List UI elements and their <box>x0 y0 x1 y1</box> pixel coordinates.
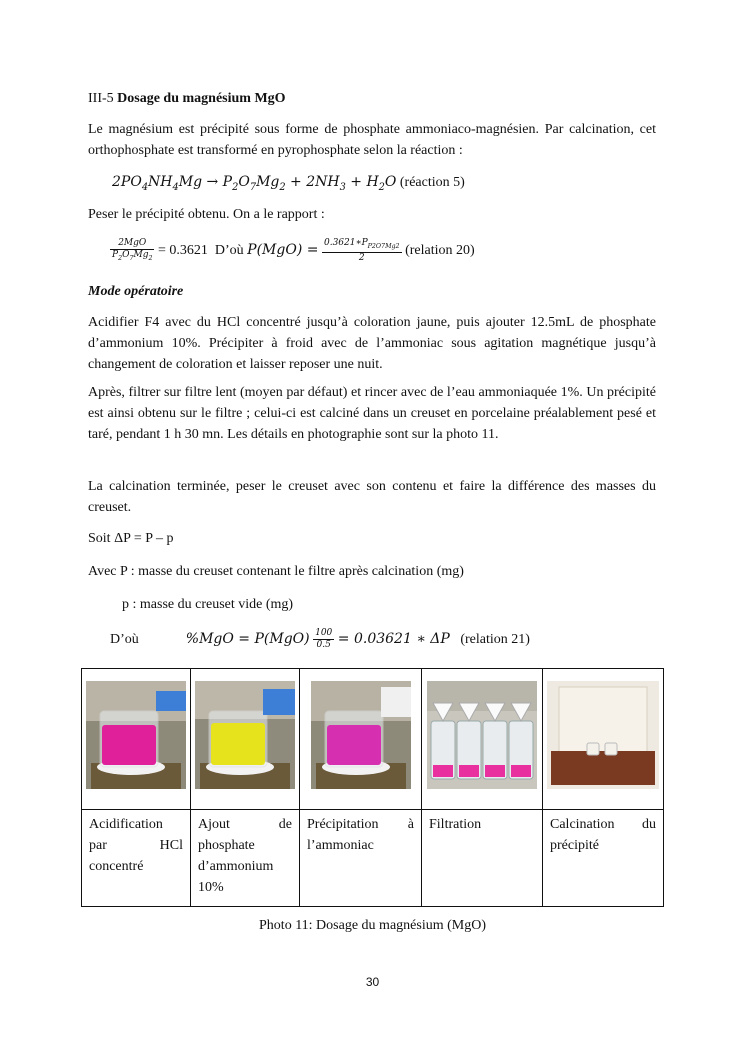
photo-cell-precipitation <box>300 669 422 810</box>
furnace-floor <box>551 751 655 785</box>
percent-mgo-formula: %MgO = P(MgO) <box>185 631 310 647</box>
furnace-photo <box>547 681 659 789</box>
definition-P: Avec P : masse du creuset contenant le filtre après calcination (mg) <box>88 564 464 579</box>
ratio-value: = 0.3621 <box>157 243 208 258</box>
beaker-photo-3 <box>311 681 411 789</box>
funnels-photo <box>427 681 537 789</box>
definition-p: p : masse du creuset vide (mg) <box>122 597 294 612</box>
beaker-photo-2 <box>195 681 295 789</box>
photo-cell-acidification <box>82 669 191 810</box>
relation-21-tag: (relation 21) <box>460 632 530 647</box>
percent-fraction: $\frac{100}{0.5}$ <box>315 628 333 651</box>
relation-21 <box>110 624 678 655</box>
p-mgo-expression: P(MgO) = <box>247 242 319 258</box>
ratio-fraction: $\frac{\text{2MgO}}{P_2O_7Mg_2}$ <box>112 237 153 262</box>
beaker-liquid-2 <box>211 723 265 765</box>
section-heading <box>88 88 656 109</box>
p-mgo-fraction: $\frac{0.3621∗P_{P2O7Mg2}}{2}$ <box>323 237 400 263</box>
photo-cell-phosphate <box>191 669 300 810</box>
filtrate-liquid-1 <box>433 765 453 777</box>
page-number: 30 <box>365 975 380 989</box>
photo-cell-calcination <box>543 669 664 810</box>
filtrate-liquid-3 <box>485 765 505 777</box>
section-number: III-5 <box>88 91 114 106</box>
relation-20 <box>110 236 678 265</box>
dou-text-2: D’où <box>110 632 139 647</box>
reaction-tag: (réaction 5) <box>399 175 465 190</box>
caption-precipitation: Précipitation à l’ammoniac <box>307 817 414 853</box>
beaker-liquid-1 <box>102 725 156 765</box>
delta-line: Soit ΔP = P – p <box>88 531 174 546</box>
photo-table <box>81 668 664 907</box>
section-title: Dosage du magnésium MgO <box>117 91 286 106</box>
caption-filtration: Filtration <box>429 817 482 832</box>
intro-paragraph: Le magnésium est précipité sous forme de phosphate ammoniaco-magnésien. Par calcination, cet orthophosphate est transformé en pyrophosphate selon la réaction : <box>88 122 656 158</box>
paragraph-3: La calcination terminée, peser le creuset avec son contenu et faire la différence des masses du creuset. <box>88 479 656 515</box>
beaker-liquid-3 <box>327 725 381 765</box>
filtrate-liquid-2 <box>459 765 479 777</box>
reaction-equation <box>112 172 680 198</box>
percent-result: = 0.03621 ∗ ΔP <box>337 631 450 647</box>
dou-text-1: D’où <box>214 243 244 258</box>
paragraph-2: Après, filtrer sur filtre lent (moyen par défaut) et rincer avec de l’eau ammoniaquée 1%. Un précipité est ainsi obtenu sur le filtre ; celui-ci est calciné dans un creuset en porcelaine préalablement pesé et taré, pendant 1 h 30 mn. Les détails en photographie sont sur la photo 11. <box>88 385 656 442</box>
figure-caption: Photo 11: Dosage du magnésium (MgO) <box>259 918 486 933</box>
mode-title: Mode opératoire <box>88 284 184 299</box>
caption-acidification: Acidification par HCl concentré <box>89 817 183 874</box>
reaction-formula: $2PO_4NH_4Mg \to P_2O_7Mg_2 + 2NH_3 + H_2O$ <box>112 174 397 193</box>
paragraph-1: Acidifier F4 avec du HCl concentré jusqu’à coloration jaune, puis ajouter 12.5mL de phosphate d’ammonium 10%. Précipiter à froid avec de l’ammoniac sous agitation magnétique jusqu’à changement de coloration et laisser reposer une nuit. <box>88 315 656 372</box>
photo-cell-filtration <box>422 669 543 810</box>
beaker-photo-1 <box>86 681 186 789</box>
weigh-paragraph: Peser le précipité obtenu. On a le rapport : <box>88 207 325 222</box>
relation-20-tag: (relation 20) <box>405 243 475 258</box>
caption-phosphate: Ajout de phosphate d’ammonium 10% <box>198 817 292 895</box>
filtrate-liquid-4 <box>511 765 531 777</box>
caption-calcination: Calcination du précipité <box>550 817 656 853</box>
